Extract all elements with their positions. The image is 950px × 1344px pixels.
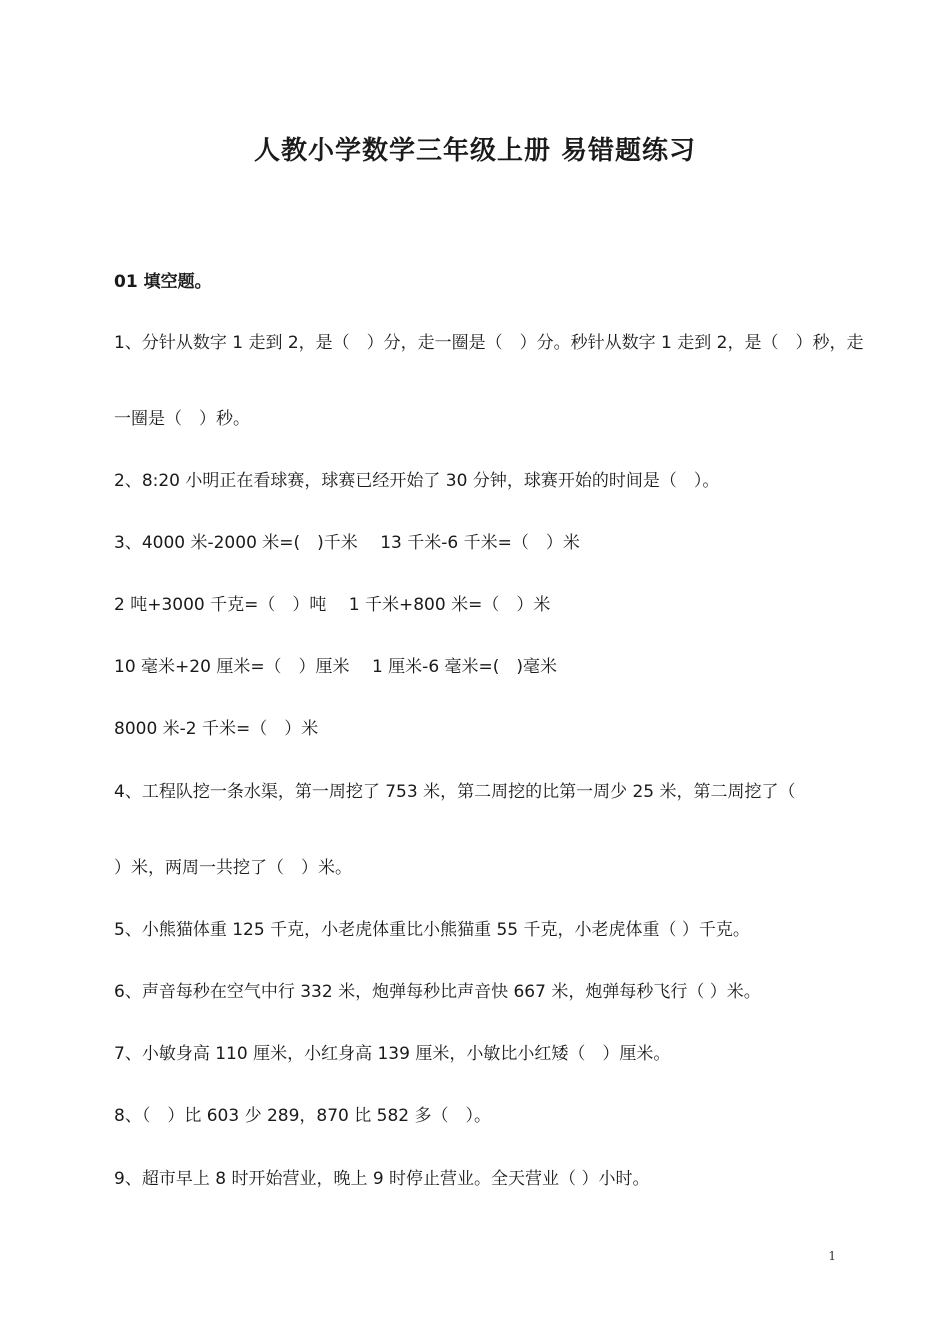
- question-4-line-1: 4、工程队挖一条水渠，第一周挖了 753 米，第二周挖的比第一周少 25 米，第二周挖了（: [114, 782, 796, 802]
- question-3-row-4: 8000 米-2 千米=（ ）米: [114, 719, 319, 739]
- question-7: 7、小敏身高 110 厘米，小红身高 139 厘米，小敏比小红矮（ ）厘米。: [114, 1044, 671, 1064]
- document-title: 人教小学数学三年级上册 易错题练习: [253, 136, 697, 166]
- question-4-line-2: ）米，两周一共挖了（ ）米。: [114, 858, 352, 878]
- question-8: 8、（ ）比 603 少 289，870 比 582 多（ ）。: [114, 1106, 492, 1126]
- question-3-row-1: 3、4000 米-2000 米=( )千米 13 千米-6 千米=（ ）米: [114, 533, 580, 553]
- page-number: 1: [828, 1249, 836, 1263]
- question-5: 5、小熊猫体重 125 千克，小老虎体重比小熊猫重 55 千克，小老虎体重（ ）千克。: [114, 920, 750, 940]
- question-1-line-1: 1、分针从数字 1 走到 2，是（ ）分，走一圈是（ ）分。秒针从数字 1 走到 2，是（ ）秒，走: [114, 333, 864, 353]
- question-1-line-2: 一圈是（ ）秒。: [114, 409, 250, 429]
- question-2: 2、8:20 小明正在看球赛，球赛已经开始了 30 分钟，球赛开始的时间是（ ）。: [114, 471, 720, 491]
- question-3-row-3: 10 毫米+20 厘米=（ ）厘米 1 厘米-6 毫米=( )毫米: [114, 657, 558, 677]
- question-9: 9、超市早上 8 时开始营业，晚上 9 时停止营业。全天营业（ ）小时。: [114, 1169, 650, 1189]
- section-heading: 01 填空题。: [114, 272, 212, 292]
- question-6: 6、声音每秒在空气中行 332 米，炮弹每秒比声音快 667 米，炮弹每秒飞行（ ）米。: [114, 982, 761, 1002]
- question-3-row-2: 2 吨+3000 千克=（ ）吨 1 千米+800 米=（ ）米: [114, 595, 551, 615]
